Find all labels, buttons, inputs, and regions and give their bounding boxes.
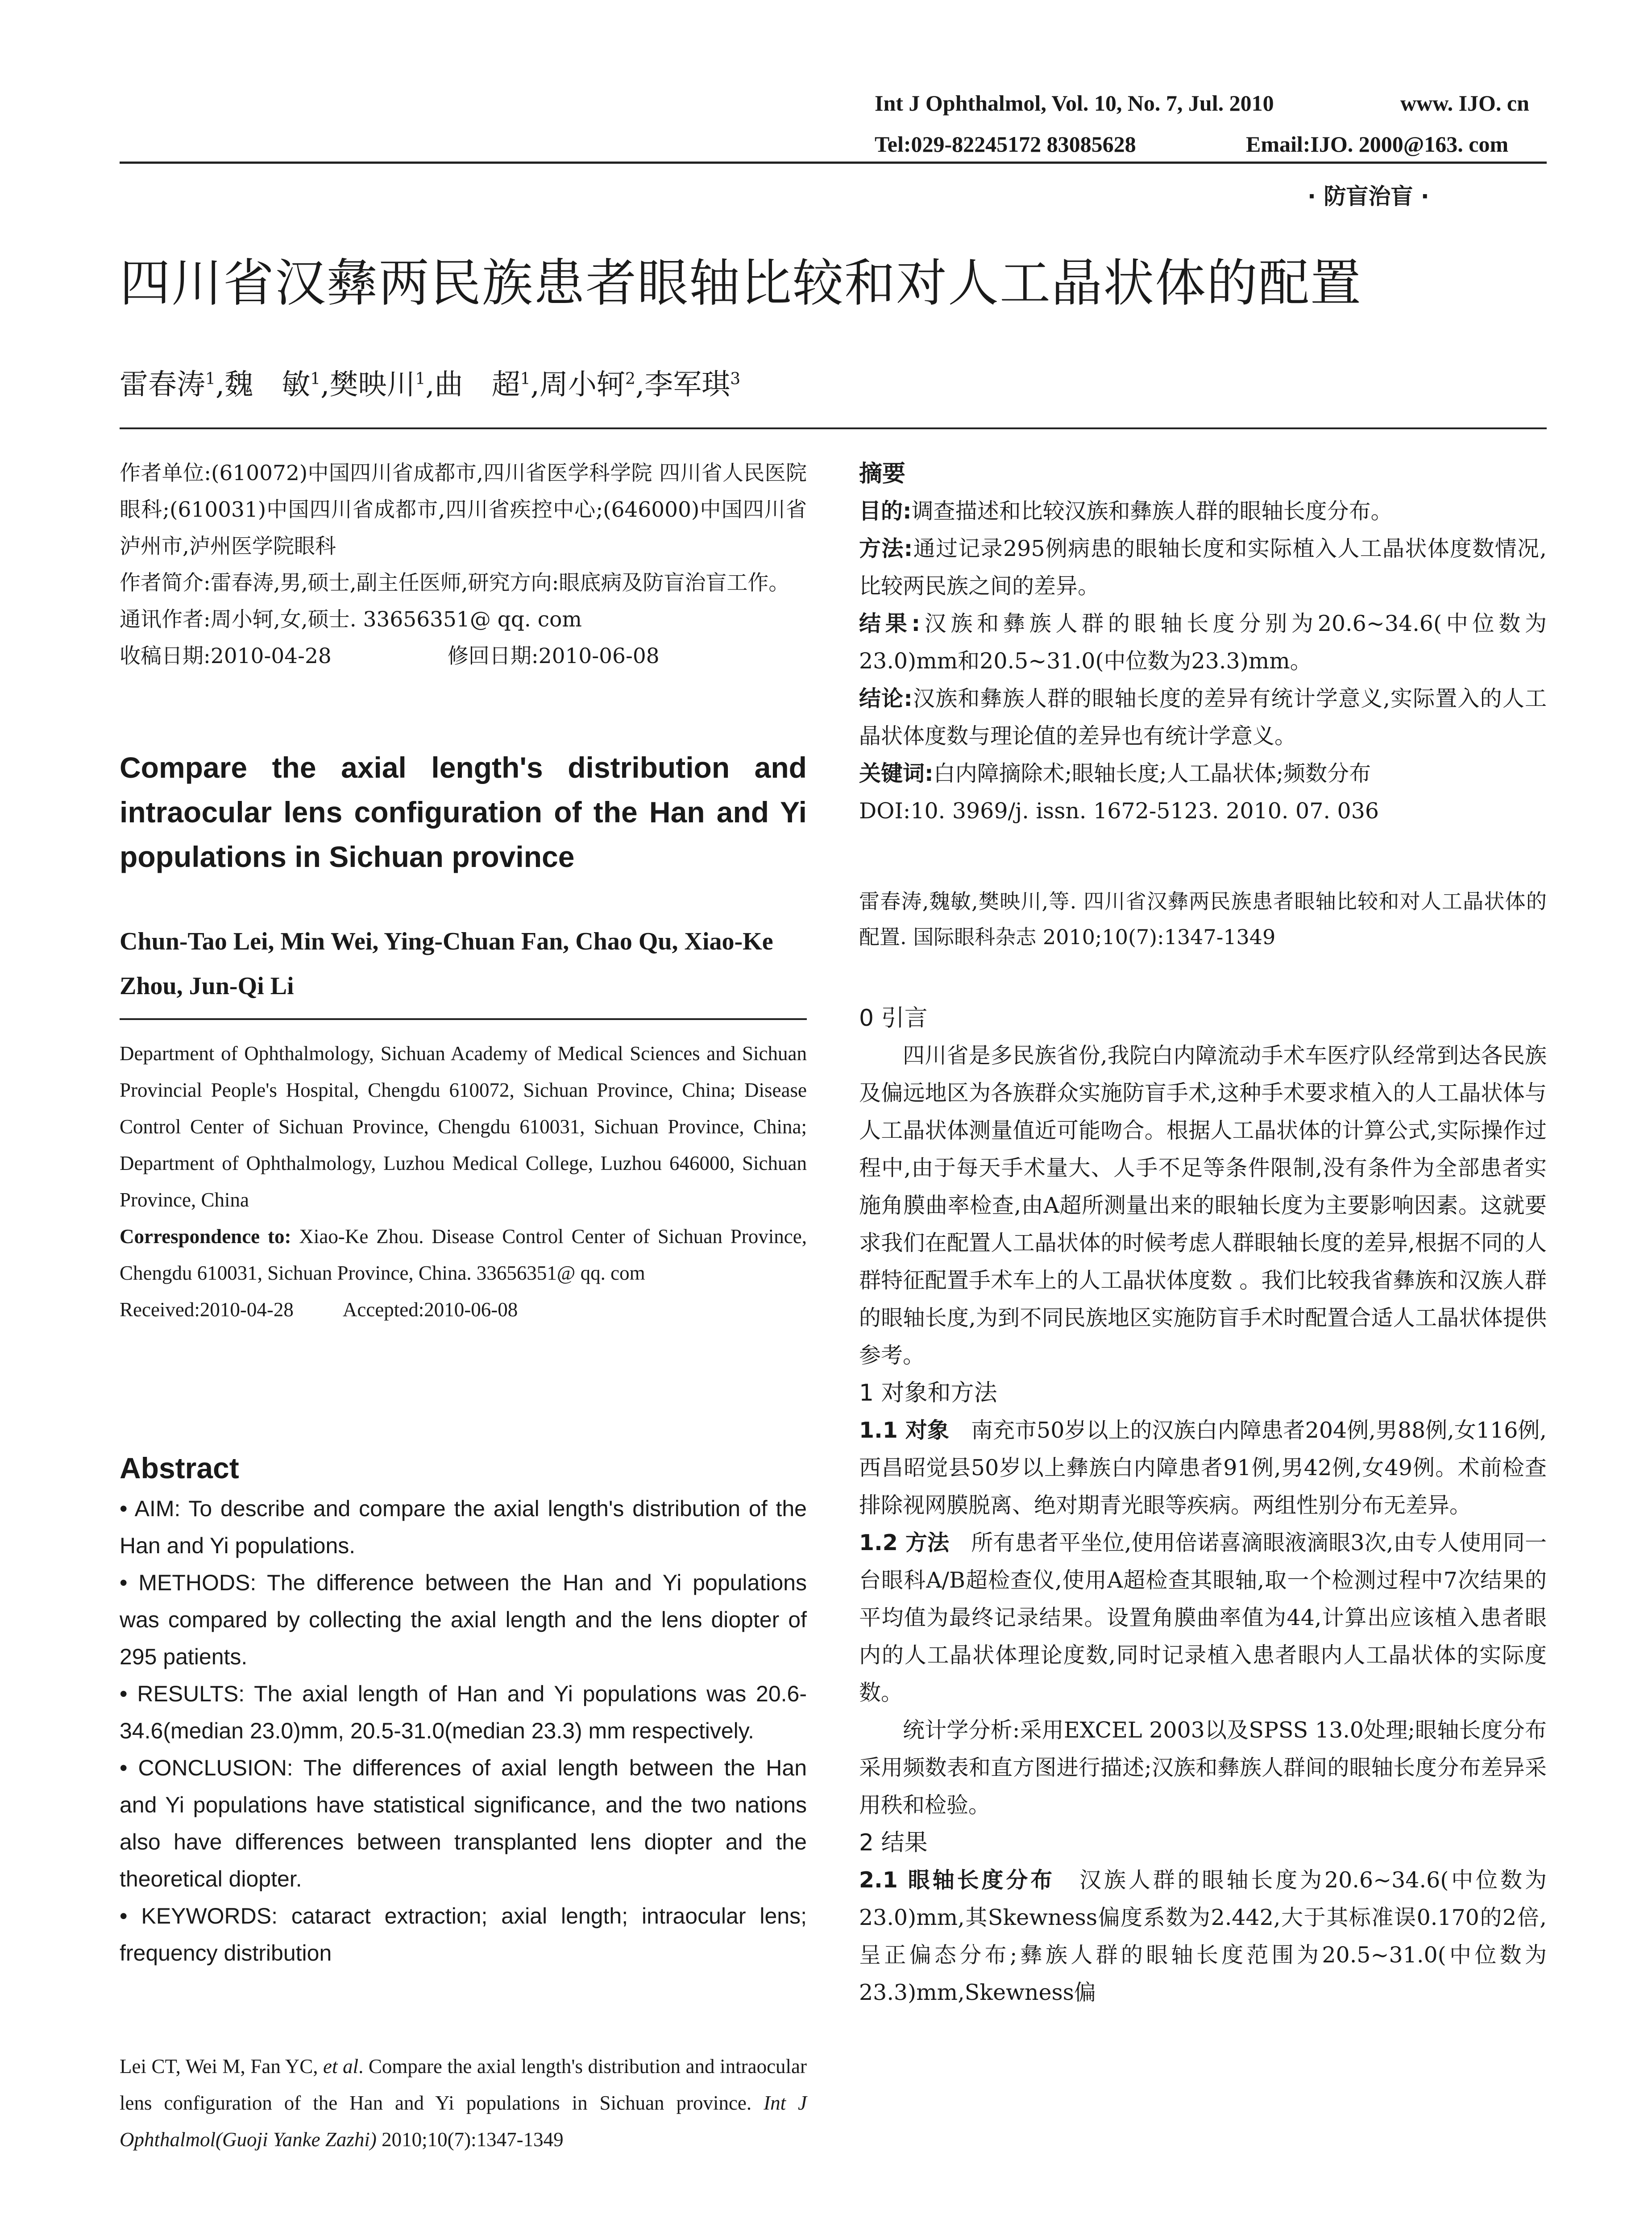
author-affiliation-sup: 2	[625, 370, 635, 388]
author-affiliation-sup: 3	[730, 370, 741, 388]
dates-en	[120, 1291, 807, 1328]
abstract-conclusion-en: • CONCLUSION: The differences of axial length between the Han and Yi populations have statistical significance, and the two nations also have differences between transplanted lens diopter and the theoretical diopter.	[120, 1755, 807, 1891]
author-separator: ,	[635, 368, 645, 402]
author-name-cn: 李军琪	[644, 368, 731, 402]
results-label-cn: 结果:	[859, 611, 921, 636]
title-en: Compare the axial length's distribution and intraocular lens configuration of the Han and Yi populations in Sichuan province	[120, 751, 807, 873]
received-date-cn: 收稿日期:2010-04-28	[120, 644, 332, 668]
doi: DOI:10. 3969/j. issn. 1672-5123. 2010. 07. 036	[859, 798, 1379, 824]
dates-cn	[120, 638, 807, 675]
author-separator: ,	[215, 368, 225, 402]
section12-text: 所有患者平坐位,使用倍诺喜滴眼液滴眼3次,由专人使用同一台眼科A/B超检查仪,使用A超检查其眼轴,取一个检测过程中7次结果的平均值为最终记录结果。设置角膜曲率值为44,计算出应该植入患者眼内的人工晶状体理论度数,同时记录植入患者眼内人工晶状体的实际度数。	[859, 1530, 1547, 1705]
section11-text: 南充市50岁以上的汉族白内障患者204例,男88例,女116例,西昌昭觉县50岁以上彝族白内障患者91例,男42例,女49例。术前检查排除视网膜脱离、绝对期青光眼等疾病。两组性别分布无差异。	[859, 1418, 1547, 1518]
section21-text: 汉族人群的眼轴长度为20.6~34.6(中位数为23.0)mm,其Skewness偏度系数为2.442,大于其标准误0.170的2倍,呈正偏态分布;彝族人群的眼轴长度范围为20.5~31.0(中位数为23.3)mm,Skewness偏	[859, 1867, 1547, 2005]
citation-en-journal: Int J Ophthalmol(Guoji Yanke Zazhi)	[120, 2092, 807, 2151]
author-name-cn: 雷春涛	[120, 368, 205, 402]
aim-text-cn: 调查描述和比较汉族和彝族人群的眼轴长度分布。	[911, 498, 1393, 524]
author-bio-cn: 作者简介:雷春涛,男,硕士,副主任医师,研究方向:眼底病及防盲治盲工作。	[120, 571, 790, 595]
header-journal: Int J Ophthalmol, Vol. 10, No. 7, Jul. 2010	[875, 91, 1274, 116]
author-separator: ,	[530, 368, 540, 402]
abstract-heading-cn: 摘要	[859, 460, 906, 487]
abstract-heading-en: Abstract	[120, 1451, 239, 1485]
results-text-en: The axial length of Han and Yi populations was 20.6-34.6(median 23.0)mm, 20.5-31.0(median 23.3) mm respectively.	[120, 1681, 807, 1743]
abstract-keywords-en: • KEYWORDS: cataract extraction; axial length; intraocular lens; frequency distribution	[120, 1903, 807, 1966]
left-column	[120, 455, 807, 2151]
keywords-label-en: KEYWORDS:	[141, 1903, 278, 1928]
intro-heading: 0 引言	[859, 1005, 928, 1032]
stats-paragraph: 统计学分析:采用EXCEL 2003以及SPSS 13.0处理;眼轴长度分布采用频数表和直方图进行描述;汉族和彝族人群间的眼轴长度分布差异采用秩和检验。	[859, 1717, 1547, 1818]
header-email: Email:IJO. 2000@163. com	[1246, 132, 1509, 157]
abstract-keywords-cn	[859, 755, 1547, 792]
abstract-methods-cn	[859, 530, 1547, 605]
author-name-cn: 曲 超	[434, 368, 520, 402]
author-list-cn	[120, 357, 740, 407]
keywords-text-cn: 白内障摘除术;眼轴长度;人工晶状体;频数分布	[933, 761, 1371, 786]
citation-en-volume: 2010;10(7):1347-1349	[376, 2128, 564, 2151]
section2-heading: 2 结果	[859, 1829, 928, 1856]
header-rule	[120, 162, 1547, 164]
author-name-cn: 周小轲	[540, 368, 625, 402]
citation-en	[120, 2048, 807, 2158]
affiliation-en: Department of Ophthalmology, Sichuan Academy of Medical Sciences and Sichuan Provincial People's Hospital, Chengdu 610072, Sichuan Province, China; Disease Control Center of Sichuan Province, Chengdu 610031, Sichuan Province, China; Department of Ophthalmology, Luzhou Medical College, Luzhou 646000, Sichuan Province, China	[120, 1042, 807, 1211]
abstract-methods-en: • METHODS: The difference between the Han and Yi populations was compared by collecting the axial length and the lens diopter of 295 patients.	[120, 1570, 807, 1669]
conclusion-label-cn: 结论:	[859, 686, 913, 711]
methods-text-cn: 通过记录295例病患的眼轴长度和实际植入人工晶状体度数情况,比较两民族之间的差异。	[859, 536, 1547, 599]
received-date-en: Received:2010-04-28	[120, 1298, 294, 1321]
author-rule	[120, 427, 1547, 429]
header-website: www. IJO. cn	[1400, 91, 1529, 116]
conclusion-text-cn: 汉族和彝族人群的眼轴长度的差异有统计学意义,实际置入的人工晶状体度数与理论值的差异也有统计学意义。	[859, 686, 1547, 749]
author-affiliation-sup: 1	[205, 370, 216, 388]
correspondence-text-en: Xiao-Ke Zhou. Disease Control Center of Sichuan Province, Chengdu 610031, Sichuan Province, China. 33656351@ qq. com	[120, 1225, 807, 1284]
section21-paragraph	[859, 1862, 1547, 2011]
abstract-en	[120, 1446, 807, 1972]
author-affiliation-sup: 1	[310, 370, 321, 388]
conclusion-label-en: CONCLUSION:	[138, 1755, 293, 1780]
abstract-aim-cn	[859, 493, 1547, 530]
keywords-label-cn: 关键词:	[859, 761, 934, 786]
results-text-cn: 汉族和彝族人群的眼轴长度分别为20.6~34.6(中位数为23.0)mm和20.5~31.0(中位数为23.3)mm。	[859, 611, 1547, 674]
citation-en-title: . Compare the axial length's distribution and intraocular lens configuration of the Han and Yi populations in Sichuan province.	[120, 2055, 807, 2114]
accepted-date-en: Accepted:2010-06-08	[342, 1298, 518, 1321]
body-text	[859, 999, 1547, 2011]
author-name-cn: 魏 敏	[224, 368, 311, 402]
section21-label: 2.1 眼轴长度分布	[859, 1867, 1055, 1893]
author-affiliation-sup: 1	[520, 370, 531, 388]
author-name-cn: 樊映川	[329, 368, 415, 402]
page-title: 四川省汉彝两民族患者眼轴比较和对人工晶状体的配置	[120, 253, 1362, 313]
author-separator: ,	[425, 368, 435, 402]
aim-label-en: AIM:	[134, 1496, 181, 1521]
aim-label-cn: 目的:	[859, 498, 912, 524]
section11-paragraph	[859, 1412, 1547, 1524]
citation-cn: 雷春涛,魏敏,樊映川,等. 四川省汉彝两民族患者眼轴比较和对人工晶状体的配置. 国际眼科杂志 2010;10(7):1347-1349	[859, 889, 1547, 949]
section1-heading: 1 对象和方法	[859, 1380, 997, 1406]
author-affiliation-sup: 1	[415, 370, 426, 388]
right-column	[859, 455, 1547, 2005]
header-tel: Tel:029-82245172 83085628	[875, 132, 1136, 157]
citation-en-etal: et al	[323, 2055, 359, 2078]
abstract-results-en: • RESULTS: The axial length of Han and Yi populations was 20.6-34.6(median 23.0)mm, 20.5-31.0(median 23.3) mm respectively.	[120, 1681, 807, 1743]
results-label-en: RESULTS:	[137, 1681, 245, 1706]
methods-label-en: METHODS:	[138, 1570, 257, 1595]
aim-text-en: To describe and compare the axial length's distribution of the Han and Yi populations.	[120, 1496, 807, 1558]
intro-paragraph: 四川省是多民族省份,我院白内障流动手术车医疗队经常到达各民族及偏远地区为各族群众实施防盲手术,这种手术要求植入的人工晶状体与人工晶状体测量值近可能吻合。根据人工晶状体的计算公式,实际操作过程中,由于每天手术量大、人手不足等条件限制,没有条件为全部患者实施角膜曲率检查,由A超所测量出来的眼轴长度为主要影响因素。这就要求我们在配置人工晶状体的时候考虑人群眼轴长度的差异,根据不同的人群特征配置手术车上的人工晶状体度数 。我们比较我省彝族和汉族人群的眼轴长度,为到不同民族地区实施防盲手术时配置合适人工晶状体提供参考。	[859, 1043, 1547, 1368]
abstract-results-cn	[859, 605, 1547, 680]
citation-en-authors: Lei CT, Wei M, Fan YC,	[120, 2055, 324, 2078]
authors-en: Chun-Tao Lei, Min Wei, Ying-Chuan Fan, Chao Qu, Xiao-Ke Zhou, Jun-Qi Li	[120, 928, 773, 1000]
section12-label: 1.2 方法	[859, 1530, 950, 1555]
methods-label-cn: 方法:	[859, 536, 913, 561]
correspondence-label-en: Correspondence to:	[120, 1225, 291, 1248]
keywords-text-en: cataract extraction; axial length; intraocular lens; frequency distribution	[120, 1903, 807, 1966]
revised-date-cn: 修回日期:2010-06-08	[447, 644, 660, 668]
section11-label: 1.1 对象	[859, 1418, 949, 1443]
author-separator: ,	[320, 368, 330, 402]
affiliation-cn: 作者单位:(610072)中国四川省成都市,四川省医学科学院 四川省人民医院眼科;(610031)中国四川省成都市,四川省疾控中心;(646000)中国四川省泸州市,泸州医学院眼科	[120, 461, 807, 559]
section12-paragraph	[859, 1524, 1547, 1712]
authors-en-rule	[120, 1018, 807, 1020]
abstract-conclusion-cn	[859, 680, 1547, 755]
affiliation-block-en	[120, 1035, 807, 1328]
methods-text-en: The difference between the Han and Yi populations was compared by collecting the axial length and the lens diopter of 295 patients.	[120, 1570, 807, 1669]
correspondence-cn: 通讯作者:周小轲,女,硕士. 33656351@ qq. com	[120, 607, 582, 632]
section-label: · 防盲治盲 ·	[1307, 183, 1429, 209]
correspondence-en	[120, 1218, 807, 1291]
abstract-aim-en: • AIM: To describe and compare the axial length's distribution of the Han and Yi populations.	[120, 1496, 807, 1558]
conclusion-text-en: The differences of axial length between the Han and Yi populations have statistical significance, and the two nations also have differences between transplanted lens diopter and the theoretical diopter.	[120, 1755, 807, 1891]
